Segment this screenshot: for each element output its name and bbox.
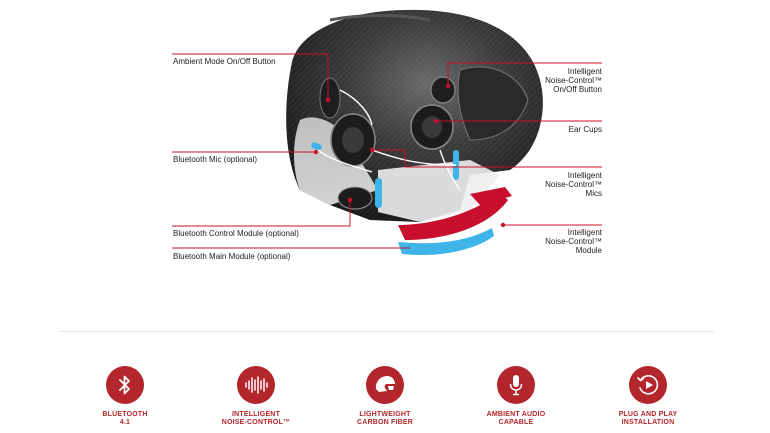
ear-cups-label: Ear Cups bbox=[568, 125, 602, 134]
feature-plug-and-play bbox=[593, 366, 703, 427]
feature-carbon-fiber-caption bbox=[357, 411, 413, 427]
feature-noise-control-line2: NOISE-CONTROL™ bbox=[221, 419, 291, 426]
bluetooth-main-module-label: Bluetooth Main Module (optional) bbox=[173, 252, 291, 261]
bluetooth-control-module-label: Bluetooth Control Module (optional) bbox=[173, 229, 299, 238]
feature-carbon-fiber bbox=[330, 366, 440, 427]
inc-mics-label-line1: Intelligent bbox=[567, 171, 602, 180]
feature-carbon-fiber-line2: CARBON FIBER bbox=[356, 419, 414, 426]
bluetooth-icon bbox=[106, 366, 144, 404]
inc-module-label bbox=[545, 228, 602, 255]
feature-noise-control-caption bbox=[222, 411, 291, 427]
ambient-mode-button-label: Ambient Mode On/Off Button bbox=[173, 57, 276, 66]
feature-plug-and-play-line1: PLUG AND PLAY bbox=[618, 411, 678, 418]
feature-ambient-audio-line2: CAPABLE bbox=[498, 419, 534, 426]
feature-bluetooth bbox=[70, 366, 180, 427]
inc-module-label-line3: Module bbox=[575, 246, 602, 255]
feature-bluetooth-line2: 4.1 bbox=[119, 419, 131, 426]
feature-noise-control bbox=[201, 366, 311, 427]
feature-plug-and-play-caption bbox=[619, 411, 678, 427]
feature-ambient-audio-line1: AMBIENT AUDIO bbox=[486, 411, 546, 418]
inc-button-label-line1: Intelligent bbox=[567, 67, 602, 76]
feature-plug-and-play-line2: INSTALLATION bbox=[621, 419, 675, 426]
inc-mics-label-line2: Noise-Control™ bbox=[545, 180, 602, 189]
feature-noise-control-line1: INTELLIGENT bbox=[231, 411, 281, 418]
inc-module-label-line1: Intelligent bbox=[567, 228, 602, 237]
inc-button-label-line3: On/Off Button bbox=[553, 85, 602, 94]
inc-mics-label-line3: Mics bbox=[585, 189, 602, 198]
feature-carbon-fiber-line1: LIGHTWEIGHT bbox=[359, 411, 411, 418]
bluetooth-mic-label: Bluetooth Mic (optional) bbox=[173, 155, 258, 164]
sound-wave-icon bbox=[237, 366, 275, 404]
inc-module-label-line2: Noise-Control™ bbox=[545, 237, 602, 246]
helmet-icon bbox=[366, 366, 404, 404]
section-divider bbox=[60, 331, 714, 332]
inc-mics-label bbox=[545, 171, 602, 198]
feature-ambient-audio bbox=[461, 366, 571, 427]
feature-bluetooth-caption bbox=[102, 411, 147, 427]
feature-ambient-audio-caption bbox=[487, 411, 546, 427]
control-module bbox=[338, 187, 372, 209]
feature-bluetooth-line1: BLUETOOTH bbox=[102, 411, 148, 418]
inc-button-label bbox=[545, 67, 602, 94]
inc-button-label-line2: Noise-Control™ bbox=[545, 76, 602, 85]
microphone-icon bbox=[497, 366, 535, 404]
play-icon bbox=[629, 366, 667, 404]
